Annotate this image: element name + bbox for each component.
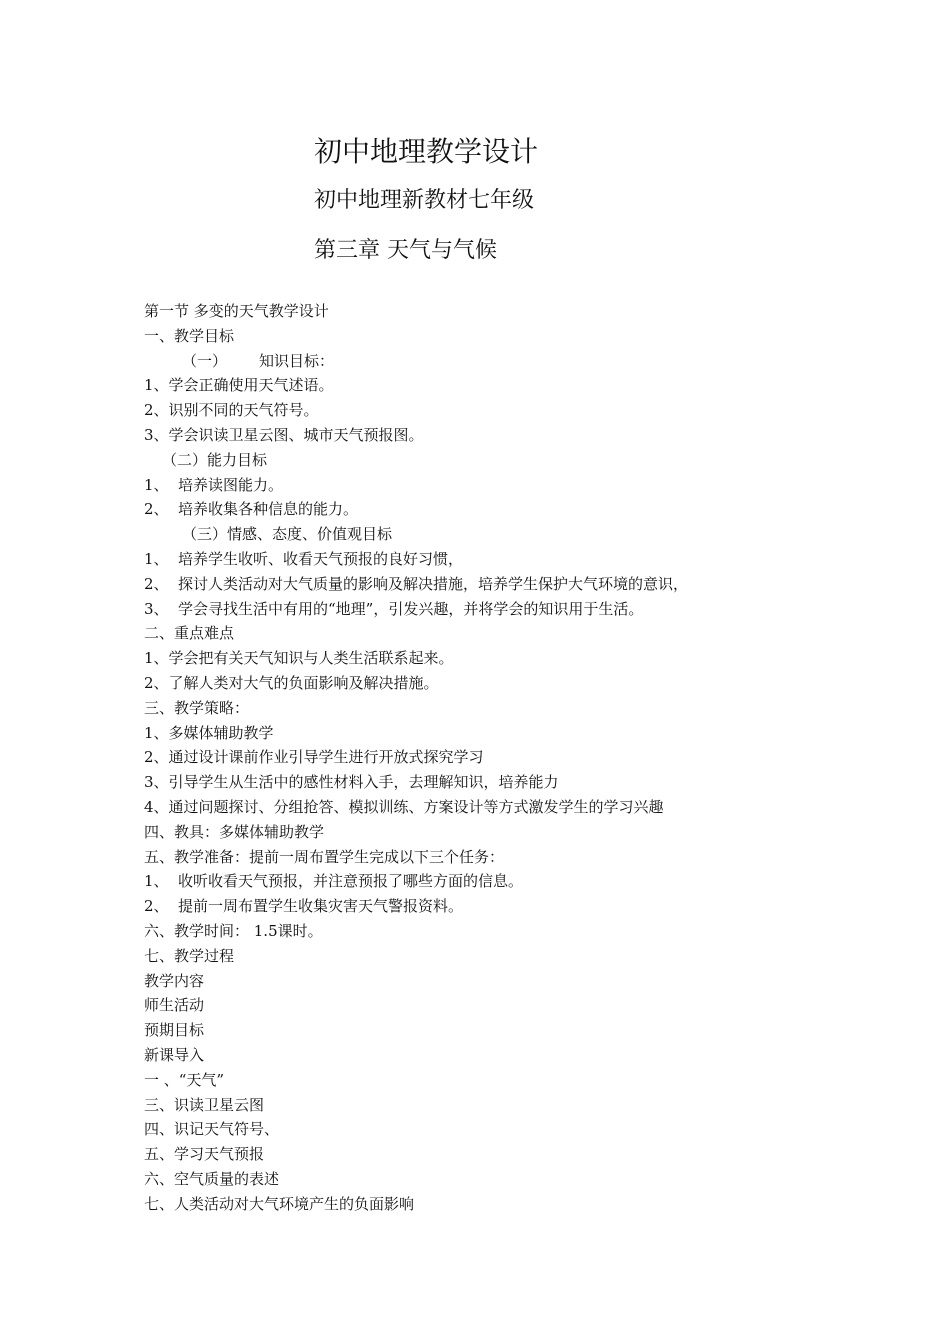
knowledge-goal-item: 2、识别不同的天气符号。 xyxy=(144,401,319,420)
process-item: 师生活动 xyxy=(144,996,205,1015)
item-number: 1、 xyxy=(144,872,169,891)
process-item: 四、识记天气符号、 xyxy=(144,1120,280,1139)
item-text: 学会寻找生活中有用的“地理”，引发兴趣，并将学会的知识用于生活。 xyxy=(178,599,644,618)
ability-goal-item xyxy=(144,473,924,498)
item-text: 收听收看天气预报，并注意预报了哪些方面的信息。 xyxy=(178,872,524,891)
item-number: 3、 xyxy=(144,599,169,618)
key-point-item: 2、了解人类对大气的负面影响及解决措施。 xyxy=(144,673,439,692)
item-text: 培养收集各种信息的能力。 xyxy=(178,500,359,519)
item-number: 1、 xyxy=(144,549,169,568)
process-item: 新课导入 xyxy=(144,1045,205,1064)
item-number: 2、 xyxy=(144,574,169,593)
key-point-item: 1、学会把有关天气知识与人类生活联系起来。 xyxy=(144,649,454,668)
process-item: 五、学习天气预报 xyxy=(144,1145,265,1164)
item-number: 2、 xyxy=(144,500,169,519)
chapter-title: 第三章 天气与气候 xyxy=(314,238,497,263)
knowledge-goals-number: （一） xyxy=(182,351,228,370)
item-text: 培养读图能力。 xyxy=(178,475,284,494)
key-points-heading: 二、重点难点 xyxy=(144,624,235,643)
document-title: 初中地理教学设计 xyxy=(314,135,539,168)
process-item: 预期目标 xyxy=(144,1021,205,1040)
item-text: 探讨人类活动对大气质量的影响及解决措施，培养学生保护大气环境的意识， xyxy=(178,574,689,593)
process-item: 三、识读卫星云图 xyxy=(144,1095,265,1114)
strategy-heading: 三、教学策略： xyxy=(144,698,250,717)
knowledge-goal-item: 1、学会正确使用天气述语。 xyxy=(144,376,334,395)
knowledge-goals-label: 知识目标： xyxy=(259,351,335,370)
knowledge-goal-item: 3、学会识读卫星云图、城市天气预报图。 xyxy=(144,425,424,444)
preparation-item xyxy=(144,894,924,919)
emotion-goal-item xyxy=(144,597,924,622)
preparation-heading: 五、教学准备：提前一周布置学生完成以下三个任务： xyxy=(144,847,505,866)
tools-line: 四、教具：多媒体辅助教学 xyxy=(144,822,325,841)
goals-heading: 一、教学目标 xyxy=(144,326,235,345)
strategy-item: 4、通过问题探讨、分组抢答、模拟训练、方案设计等方式激发学生的学习兴趣 xyxy=(144,797,664,816)
emotion-goal-item xyxy=(144,547,924,572)
emotion-goal-item xyxy=(144,572,924,597)
process-heading: 七、教学过程 xyxy=(144,946,235,965)
item-text: 提前一周布置学生收集灾害天气警报资料。 xyxy=(178,897,464,916)
process-item: 教学内容 xyxy=(144,971,205,990)
knowledge-goals-heading xyxy=(144,349,924,374)
process-item: 七、人类活动对大气环境产生的负面影响 xyxy=(144,1194,415,1213)
time-line: 六、教学时间： 1.5课时。 xyxy=(144,921,323,940)
process-item: 一 、“天气” xyxy=(144,1070,225,1089)
strategy-item: 2、通过设计课前作业引导学生进行开放式探究学习 xyxy=(144,748,484,767)
ability-goals-heading: （二）能力目标 xyxy=(162,450,268,469)
section-title: 第一节 多变的天气教学设计 xyxy=(144,302,329,320)
title-block xyxy=(314,132,538,266)
document-subtitle: 初中地理新教材七年级 xyxy=(314,188,535,213)
process-item: 六、空气质量的表述 xyxy=(144,1169,280,1188)
ability-goal-item xyxy=(144,497,924,522)
document-body xyxy=(144,299,924,1216)
item-number: 2、 xyxy=(144,897,169,916)
strategy-item: 3、引导学生从生活中的感性材料入手，去理解知识，培养能力 xyxy=(144,773,559,792)
strategy-item: 1、多媒体辅助教学 xyxy=(144,723,274,742)
preparation-item xyxy=(144,869,924,894)
item-text: 培养学生收听、收看天气预报的良好习惯， xyxy=(178,549,464,568)
emotion-goals-heading: （三）情感、态度、价值观目标 xyxy=(182,525,393,544)
item-number: 1、 xyxy=(144,475,169,494)
